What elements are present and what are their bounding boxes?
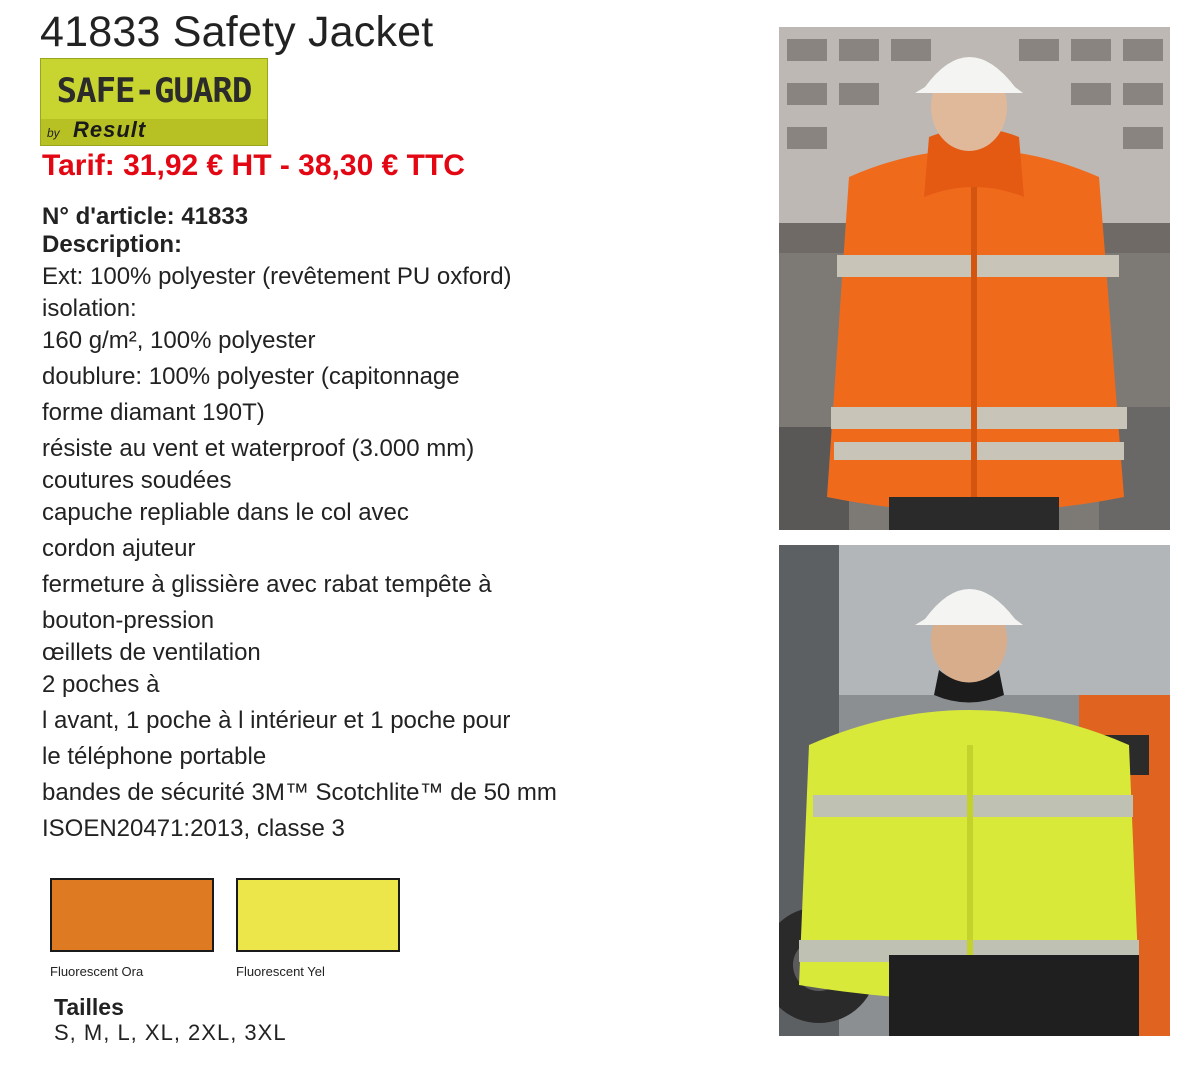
detail-line: l avant, 1 poche à l intérieur et 1 poche pour [42,707,511,734]
detail-line: doublure: 100% polyester (capitonnage [42,363,460,390]
detail-line: capuche repliable dans le col avec [42,499,409,526]
logo-bar [41,119,267,145]
detail-line: isolation: [42,295,137,322]
sizes-list: S, M, L, XL, 2XL, 3XL [54,1020,287,1045]
detail-line: cordon ajuteur [42,535,196,562]
orange-jacket-model-photo [779,27,1170,530]
detail-line: œillets de ventilation [42,639,261,666]
detail-line: 2 poches à [42,671,160,698]
orange-swatch[interactable] [50,878,214,952]
detail-line: 160 g/m², 100% polyester [42,327,316,354]
logo-by-text: by [47,126,60,140]
detail-line: ISOEN20471:2013, classe 3 [42,815,345,842]
detail-line: fermeture à glissière avec rabat tempête à [42,571,492,598]
yellow-swatch-label: Fluorescent Yel [236,964,325,979]
logo-main-text: SAFE-GUARD [56,71,252,111]
logo-brand-text: Result [73,117,147,142]
yellow-jacket-model-photo [779,545,1170,1036]
safe-guard-logo [40,58,268,146]
description-heading: Description: [42,231,183,258]
product-details [42,203,762,847]
article-number: N° d'article: 41833 [42,203,249,230]
detail-line: forme diamant 190T) [42,399,265,426]
yellow-swatch[interactable] [236,878,400,952]
sizes-heading: Tailles [54,994,124,1020]
detail-line: le téléphone portable [42,743,267,770]
detail-line: coutures soudées [42,467,232,494]
detail-line: Ext: 100% polyester (revêtement PU oxford) [42,263,512,290]
detail-line: bandes de sécurité 3M™ Scotchlite™ de 50 mm [42,779,557,806]
detail-line: résiste au vent et waterproof (3.000 mm) [42,435,475,462]
price-text: Tarif: 31,92 € HT - 38,30 € TTC [42,149,465,182]
orange-swatch-label: Fluorescent Ora [50,964,144,979]
product-title: 41833 Safety Jacket [40,8,434,56]
detail-line: bouton-pression [42,607,215,634]
